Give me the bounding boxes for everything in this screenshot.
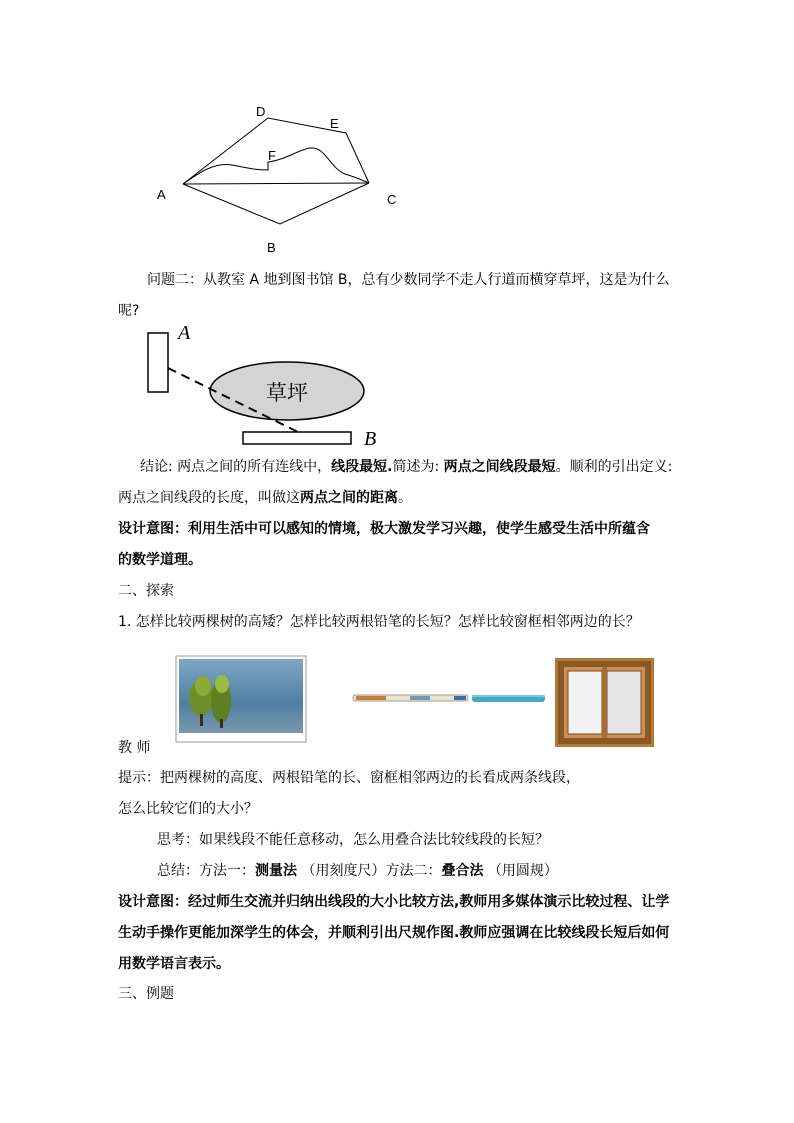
window-frame-image: [555, 658, 654, 747]
point-label-f: F: [268, 148, 276, 163]
question-two-line2: 呢?: [118, 303, 140, 319]
design-intent-1-line2: 的数学道理。: [118, 552, 202, 568]
classroom-building: [148, 333, 168, 392]
hint-line1: 提示：把两棵树的高度、两根铅笔的长、窗框相邻两边的长看成两条线段，: [118, 770, 580, 786]
emphasis-theorem: 两点之间线段最短: [443, 459, 556, 475]
two-pencils-image: [350, 690, 550, 706]
label-point-b: B: [364, 428, 377, 450]
design-intent-2-line3: 用数学语言表示。: [118, 956, 230, 972]
library-building: [243, 432, 351, 444]
design-intent-2-line2: 生动手操作更能加深学生的体会，并顺利引出尺规作图.教师应强调在比较线段长短后如何: [118, 925, 670, 941]
question-two-line1: 问题二：从教室 A 地到图书馆 B，总有少数同学不走人行道而横穿草坪，这是为什么: [147, 272, 670, 288]
summary-methods: 总结：方法一：测量法 （用刻度尺）方法二：叠合法 （用圆规）: [157, 863, 558, 879]
two-trees-image: [176, 656, 306, 742]
method-measure: 测量法: [255, 863, 297, 879]
conclusion-line2: 两点之间线段的长度，叫做这两点之间的距离。: [118, 490, 412, 506]
point-label-c: C: [387, 192, 397, 207]
design-intent-2-line1: 设计意图：经过师生交流并归纳出线段的大小比较方法,教师用多媒体演示比较过程、让学: [118, 894, 670, 910]
section-examples-heading: 三、例题: [118, 986, 174, 1002]
point-label-e: E: [330, 116, 339, 131]
exploration-question-1: 1. 怎样比较两棵树的高矮？怎样比较两根铅笔的长短？怎样比较窗框相邻两边的长？: [118, 614, 640, 630]
think-question: 思考：如果线段不能任意移动，怎么用叠合法比较线段的长短？: [157, 832, 549, 848]
point-label-a: A: [157, 187, 166, 202]
teacher-label: 教 师: [118, 740, 151, 756]
method-overlap: 叠合法: [441, 863, 484, 879]
conclusion-line1: 结论: 两点之间的所有连线中，线段最短.简述为: 两点之间线段最短。顺利的引出定义:: [140, 459, 673, 475]
lawn-diagram: [0, 0, 794, 460]
design-intent-1-line1: 设计意图：利用生活中可以感知的情境，极大激发学习兴趣，使学生感受生活中所蕴含: [118, 521, 650, 537]
lawn-label: 草坪: [266, 381, 308, 405]
point-label-b: B: [267, 240, 276, 255]
emphasis-shortest: 线段最短.: [331, 459, 393, 475]
label-point-a: A: [178, 322, 191, 344]
point-label-d: D: [256, 104, 266, 119]
hint-line2: 怎么比较它们的大小？: [118, 801, 258, 817]
section-explore-heading: 二、探索: [118, 583, 174, 599]
emphasis-distance: 两点之间的距离: [300, 490, 398, 506]
